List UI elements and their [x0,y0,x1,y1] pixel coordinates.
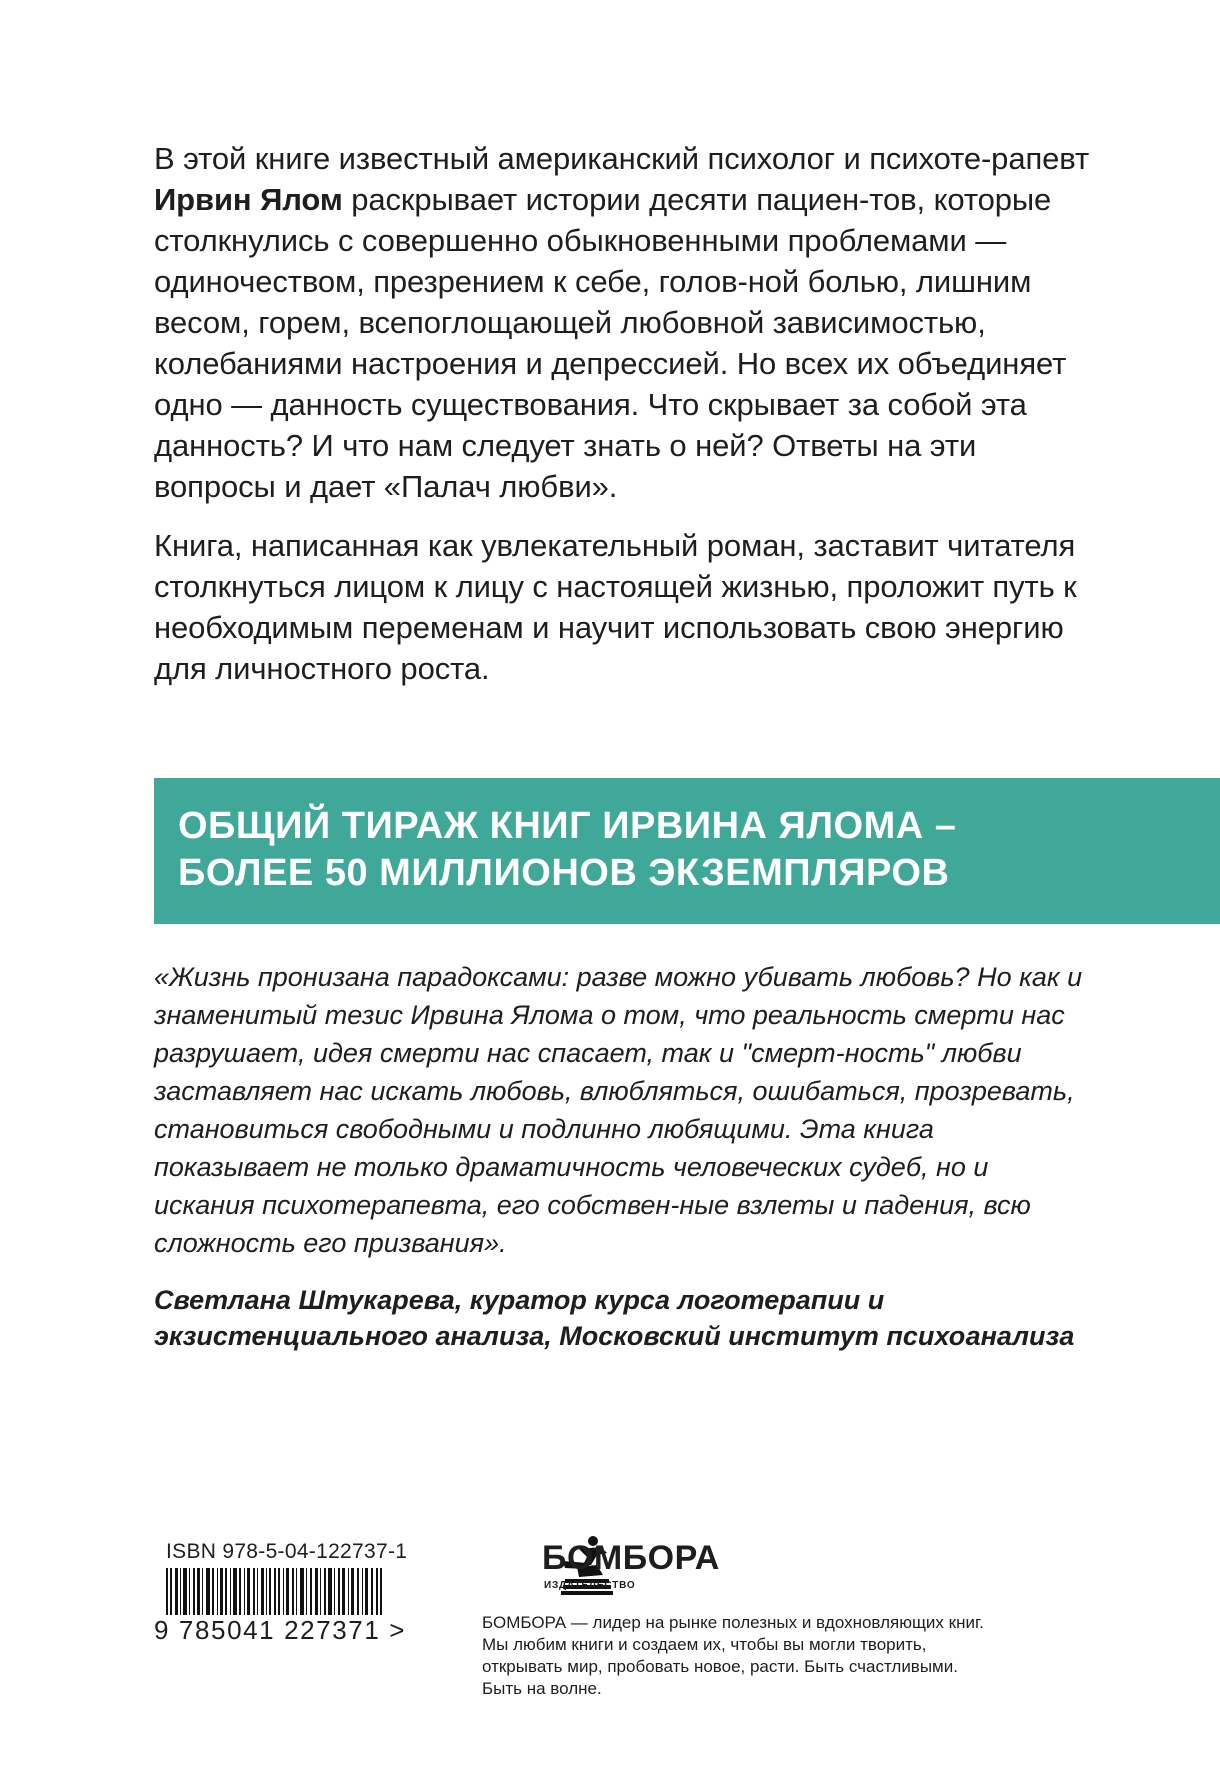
description-text-end: раскрывает истории десяти пациен-тов, которые столкнулись с совершенно обыкновенными проблемами — одиночеством, презрением к себе, голов-ной болью, лишним весом, горем, всепоглощающей любовной зависимостью, колебаниями настроения и депрессией. Но всех их объединяет одно — данность существования. Что скрывает за собой эта данность? И что нам следует знать о ней? Ответы на эти вопросы и дает «Палач любви». [154,182,1067,504]
publisher-subtitle: ИЗДАТЕЛЬСТВО [544,1580,636,1591]
isbn-label: ISBN 978-5-04-122737-1 [166,1540,408,1563]
review-quote: «Жизнь пронизана парадоксами: разве можно убивать любовь? Но как и знаменитый тезис Ирвина Ялома о том, что реальность смерти нас разрушает, идея смерти нас спасает, так и "смерт-ность" любви заставляет нас искать любовь, влюбляться, ошибаться, прозревать, становиться свободными и подлинно любящими. Эта книга показывает не только драматичность человеческих судеб, но и искания психотерапевта, его собствен-ные взлеты и падения, всю сложность его призвания». [154,962,1083,1258]
quote-attribution: Светлана Штукарева, куратор курса логотерапии и экзистенциального анализа, Московский институт психоанализа [154,1285,1075,1351]
publisher-about: БОМБОРА — лидер на рынке полезных и вдохновляющих книг. Мы любим книги и создаем их, чтобы вы могли творить, открывать мир, пробовать новое, расти. Быть счастливыми. Быть на волне. [482,1613,984,1698]
description-paragraph-2: Книга, написанная как увлекательный роман, заставит читателя столкнуться лицом к лицу с настоящей жизнью, проложит путь к необходимым переменам и научит использовать свою энергию для личностного роста. [154,528,1077,686]
banner-line-1: ОБЩИЙ ТИРАЖ КНИГ ИРВИНА ЯЛОМА – [178,805,957,847]
publisher-name: БОМБОРА [542,1539,720,1577]
barcode-digits: 9 785041 227371 > [150,1615,410,1646]
description-paragraph-1 [154,138,1094,507]
description-text-start: В этой книге известный американский психолог и психоте-рапевт [154,141,1090,176]
circulation-banner [154,778,1220,924]
banner-line-2: БОЛЕЕ 50 МИЛЛИОНОВ ЭКЗЕМПЛЯРОВ [178,852,950,894]
author-name: Ирвин Ялом [154,182,343,217]
description-block [154,138,1094,707]
